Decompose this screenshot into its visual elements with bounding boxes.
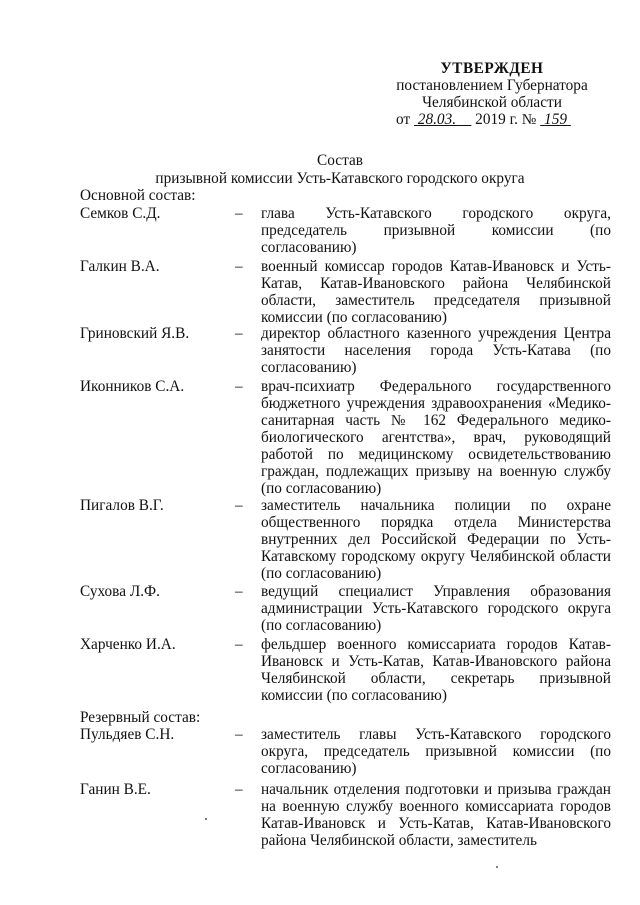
- date-prefix: от: [396, 111, 411, 128]
- heading-line-2: призывной комиссии Усть-Катавского городского округа: [155, 170, 525, 187]
- reserve-section-label: Резервный состав:: [80, 709, 201, 726]
- member-description: фельдшер военного комиссариата городов Катав-Ивановск и Усть-Катав, Катав-Ивановского района Челябинской области, секретарь призывной комиссии (по согласованию): [261, 636, 611, 704]
- dash: –: [235, 583, 243, 600]
- approval-date-line: [392, 111, 592, 128]
- main-section-label: Основной состав:: [80, 187, 196, 204]
- member-name: Пигалов В.Г.: [80, 497, 164, 514]
- date-year: 2019 г. №: [475, 111, 537, 128]
- member-name: Галкин В.А.: [80, 258, 160, 275]
- dash: –: [235, 258, 243, 275]
- member-name: Харченко И.А.: [80, 636, 176, 653]
- heading-line-1: Состав: [317, 152, 363, 169]
- scan-speck: [496, 866, 498, 868]
- dash: –: [235, 497, 243, 514]
- member-description: врач-психиатр Федерального государственного бюджетного учреждения здравоохранения «Медико-санитарная часть № 162 Федерального медико-биологического агентства», врач, руководящий работой по медицинскому освидетельствованию граждан, подлежащих призыву на военную службу (по согласованию): [261, 378, 611, 497]
- member-description: начальник отделения подготовки и призыва граждан на военную службу военного комиссариата городов Катав-Ивановск и Усть-Катав, Катав-Ивановского района Челябинской области, заместитель: [261, 781, 611, 849]
- member-name: Сухова Л.Ф.: [80, 583, 160, 600]
- approval-line-1: постановлением Губернатора: [396, 77, 588, 94]
- member-name: Гриновский Я.В.: [80, 325, 190, 342]
- dash: –: [235, 636, 243, 653]
- number-fill: 159: [544, 111, 567, 128]
- member-description: глава Усть-Катавского городского округа, председатель призывной комиссии (по согласованию): [261, 205, 611, 256]
- date-fill: 28.03.: [417, 111, 457, 128]
- dash: –: [235, 378, 243, 395]
- approval-title: УТВЕРЖДЕН: [440, 60, 544, 77]
- scan-speck: [205, 818, 207, 820]
- member-description: заместитель главы Усть-Катавского городского округа, председатель призывной комиссии (по согласованию): [261, 726, 611, 777]
- dash: –: [235, 205, 243, 222]
- member-description: директор областного казенного учреждения Центра занятости населения города Усть-Катава (по согласованию): [261, 325, 611, 376]
- approval-line-2: Челябинской области: [422, 94, 562, 111]
- member-description: военный комиссар городов Катав-Ивановск и Усть-Катав, Катав-Ивановского района Челябинской области, заместитель председателя призывной комиссии (по согласованию): [261, 258, 611, 326]
- member-name: Иконников С.А.: [80, 378, 185, 395]
- member-description: заместитель начальника полиции по охране общественного порядка отдела Министерства внутренних дел Российской Федерации по Усть-Катавскому городскому округу Челябинской области (по согласованию): [261, 497, 611, 582]
- dash: –: [235, 726, 243, 743]
- dash: –: [235, 325, 243, 342]
- member-name: Ганин В.Е.: [80, 781, 151, 798]
- dash: –: [235, 781, 243, 798]
- member-description: ведущий специалист Управления образования администрации Усть-Катавского городского округа (по согласованию): [261, 583, 611, 634]
- approval-block: [392, 60, 592, 128]
- member-name: Семков С.Д.: [80, 205, 161, 222]
- member-name: Пульдяев С.Н.: [80, 726, 175, 743]
